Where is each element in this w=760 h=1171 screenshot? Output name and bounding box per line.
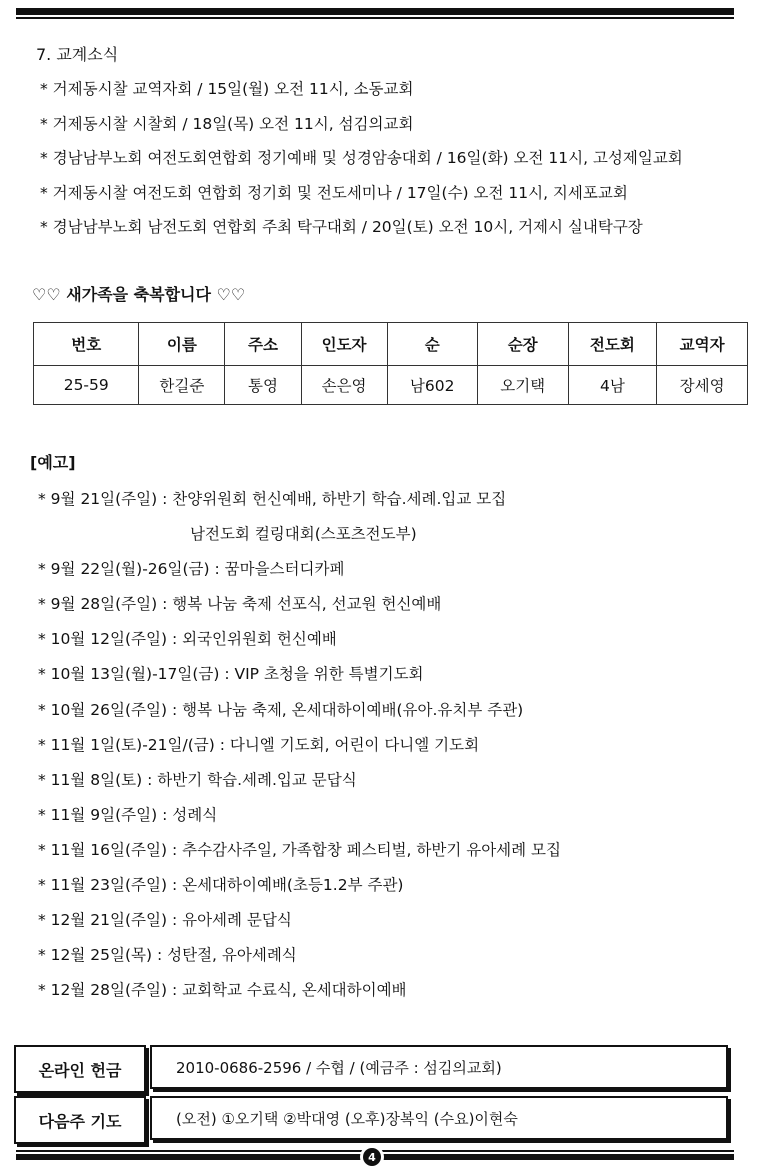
- news-item: * 거제동시찰 교역자회 / 15일(월) 오전 11시, 소동교회: [40, 80, 414, 98]
- cell-pastor: 장세영: [657, 366, 748, 405]
- notice-item: * 10월 13일(월)-17일(금) : VIP 초청을 위한 특별기도회: [38, 665, 424, 684]
- table-row: [34, 366, 748, 405]
- top-rule: [16, 8, 734, 19]
- table-header-row: [34, 323, 748, 366]
- notice-item-continuation: 남전도회 컬링대회(스포츠전도부): [190, 525, 417, 544]
- notice-item: * 10월 26일(주일) : 행복 나눔 축제, 온세대하이예배(유아.유치부 주관): [38, 700, 524, 719]
- church-news-title: 7. 교계소식: [36, 45, 119, 64]
- header-name: 이름: [139, 323, 225, 366]
- header-group-leader: 순장: [477, 323, 568, 366]
- notice-item: * 12월 28일(주일) : 교회학교 수료식, 온세대하이예배: [38, 981, 407, 1000]
- notice-item: * 12월 21일(주일) : 유아세례 문답식: [38, 911, 292, 930]
- notice-item: * 11월 23일(주일) : 온세대하이예배(초등1.2부 주관): [38, 876, 404, 895]
- news-item: * 경남남부노회 남전도회 연합회 주최 탁구대회 / 20일(토) 오전 10시, 거제시 실내탁구장: [40, 218, 643, 237]
- cell-guide: 손은영: [301, 366, 387, 405]
- notice-item: * 11월 16일(주일) : 추수감사주일, 가족합창 페스티벌, 하반기 유아세례 모집: [38, 840, 561, 859]
- cell-mission-society: 4남: [568, 366, 657, 405]
- notice-item: * 11월 1일(토)-21일/(금) : 다니엘 기도회, 어린이 다니엘 기도회: [38, 735, 480, 754]
- online-offering-account: 2010-0686-2596 / 수협 / (예금주 : 섬김의교회): [150, 1045, 728, 1089]
- header-address: 주소: [225, 323, 301, 366]
- notice-item: * 9월 21일(주일) : 찬양위원회 헌신예배, 하반기 학습.세례.입교 모집: [38, 490, 507, 508]
- top-rule-thick: [16, 8, 734, 15]
- notice-item: * 11월 9일(주일) : 성례식: [38, 805, 218, 824]
- news-item: * 거제동시찰 여전도회 연합회 정기회 및 전도세미나 / 17일(수) 오전 11시, 지세포교회: [40, 183, 628, 202]
- next-week-prayer-names: (오전) ①오기택 ②박대영 (오후)장복익 (수요)이현숙: [150, 1096, 728, 1140]
- cell-group: 남602: [387, 366, 477, 405]
- notice-list: [38, 484, 561, 1010]
- next-week-prayer-label: 다음주 기도: [14, 1096, 146, 1144]
- online-offering-label: 온라인 헌금: [14, 1045, 146, 1093]
- cell-address: 통영: [225, 366, 301, 405]
- header-number: 번호: [34, 323, 139, 366]
- header-group: 순: [387, 323, 477, 366]
- header-guide: 인도자: [301, 323, 387, 366]
- church-news-list: [40, 74, 683, 247]
- cell-name: 한길준: [139, 366, 225, 405]
- notice-item: * 9월 28일(주일) : 행복 나눔 축제 선포식, 선교원 헌신예배: [38, 595, 442, 614]
- notice-item: * 9월 22일(월)-26일(금) : 꿈마을스터디카페: [38, 560, 345, 579]
- header-mission-society: 전도회: [568, 323, 657, 366]
- news-item: * 거제동시찰 시찰회 / 18일(목) 오전 11시, 섬김의교회: [40, 114, 414, 133]
- new-family-table: [33, 322, 748, 405]
- page-number-badge: 4: [363, 1148, 381, 1166]
- notice-title: [예고]: [30, 453, 76, 472]
- cell-group-leader: 오기택: [477, 366, 568, 405]
- header-pastor: 교역자: [657, 323, 748, 366]
- cell-number: 25-59: [34, 366, 139, 405]
- top-rule-thin: [16, 17, 734, 19]
- news-item: * 경남남부노회 여전도회연합회 정기예배 및 성경암송대회 / 16일(화) 오전 11시, 고성제일교회: [40, 149, 683, 168]
- notice-item: * 10월 12일(주일) : 외국인위원회 헌신예배: [38, 630, 337, 649]
- notice-item: * 12월 25일(목) : 성탄절, 유아세례식: [38, 946, 297, 965]
- new-family-title: ♡♡ 새가족을 축복합니다 ♡♡: [32, 285, 246, 304]
- notice-item: * 11월 8일(토) : 하반기 학습.세례.입교 문답식: [38, 770, 357, 789]
